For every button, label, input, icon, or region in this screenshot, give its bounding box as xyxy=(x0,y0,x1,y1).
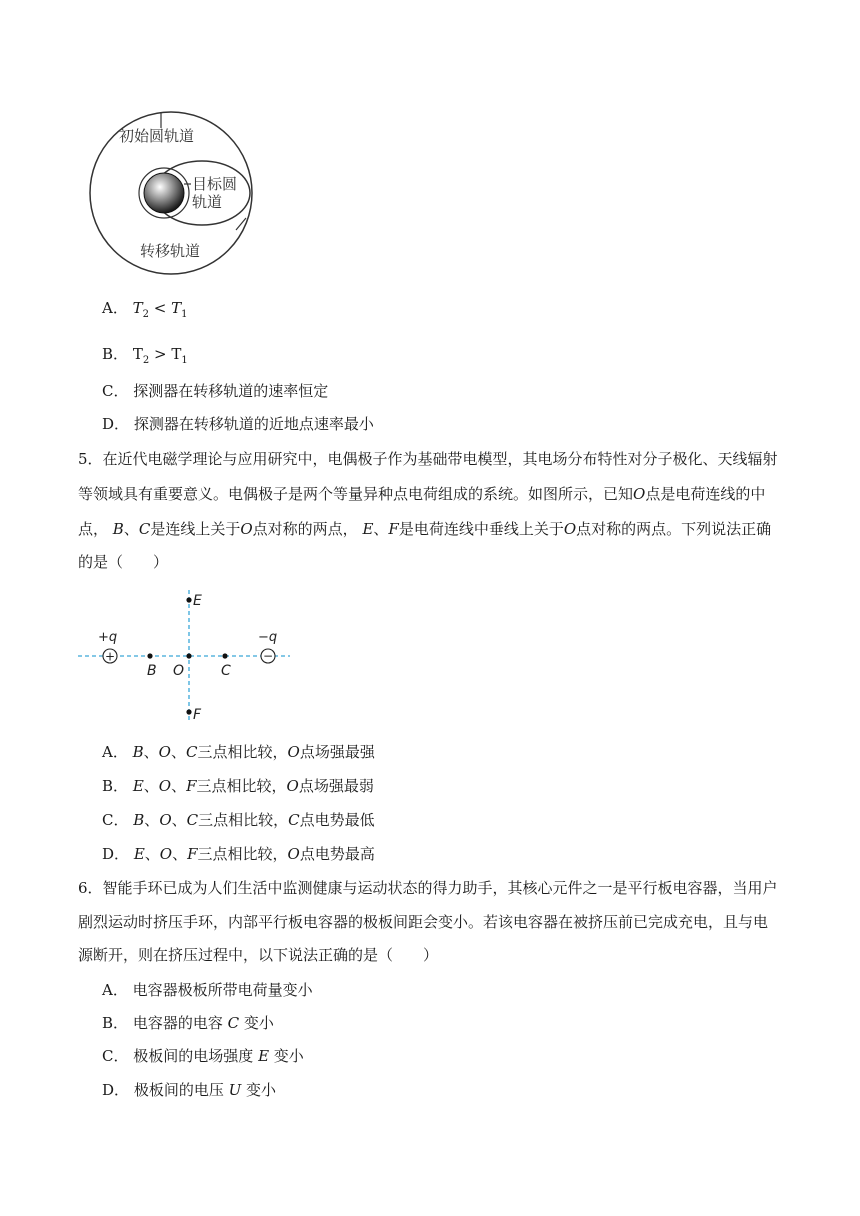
dipole-figure xyxy=(78,588,292,724)
label-B: B xyxy=(147,663,157,679)
q5-stem-line-2: 等领域具有重要意义。电偶极子是两个等量异种点电荷组成的系统。如图所示，已知O点是电荷连线的中 xyxy=(78,485,766,503)
q6-stem-line-3: 源断开，则在挤压过程中，以下说法正确的是（ ） xyxy=(78,946,439,964)
label-C: C xyxy=(221,663,231,679)
point-F xyxy=(186,709,191,714)
q5-stem-line-3: 点， B、C是连线上关于O点对称的两点， E、F是电荷连线中垂线上关于O点对称的两点。下列说法正确 xyxy=(78,520,772,538)
q4-option-d[interactable] xyxy=(102,414,374,434)
q5-option-d[interactable]: D． E、O、F三点相比较，O点电势最高 xyxy=(102,845,375,863)
label-minus-q: −q xyxy=(258,630,278,645)
q5-number: 5． xyxy=(78,450,103,468)
q6-stem-line-2: 剧烈运动时挤压手环，内部平行板电容器的极板间距会变小。若该电容器在被挤压前已完成充电，且与电 xyxy=(78,913,769,931)
option-key: C． xyxy=(102,1047,129,1065)
svg-text:−: − xyxy=(262,649,274,663)
q4-option-a[interactable]: A． $T_2 < T_1$ xyxy=(102,299,188,320)
option-key: C． xyxy=(102,382,129,400)
label-E: E xyxy=(193,593,202,609)
q5-option-b[interactable]: B． E、O、F三点相比较，O点场强最弱 xyxy=(102,777,374,795)
label-plus-q: +q xyxy=(98,630,118,645)
q4-option-c[interactable] xyxy=(102,381,328,401)
option-key: C． xyxy=(102,811,129,829)
option-text: 探测器在转移轨道的近地点速率最小 xyxy=(133,415,374,433)
q5-stem-line-4: 的是（ ） xyxy=(78,553,169,571)
earth-icon xyxy=(144,173,184,213)
q6-option-c[interactable]: C． 极板间的电场强度 E 变小 xyxy=(102,1047,304,1065)
transfer-orbit-label: 转移轨道 xyxy=(140,242,201,260)
q6-number: 6． xyxy=(78,879,103,897)
option-key: D． xyxy=(102,1081,130,1099)
option-key: B． xyxy=(102,1014,129,1032)
q6-option-a[interactable] xyxy=(102,980,313,1000)
point-O xyxy=(186,653,191,658)
option-key: A． xyxy=(102,299,128,317)
target-orbit-label-2: 轨道 xyxy=(192,193,223,211)
option-key: A． xyxy=(102,743,128,761)
option-key: D． xyxy=(102,415,130,433)
orbit-figure xyxy=(78,108,264,278)
q6-stem-line-1: 6．智能手环已成为人们生活中监测健康与运动状态的得力助手，其核心元件之一是平行板电容器，当用户 xyxy=(78,879,778,897)
q5-option-a[interactable]: A． B、O、C三点相比较，O点场强最强 xyxy=(102,743,375,761)
option-text: 电容器极板所带电荷量变小 xyxy=(132,981,313,999)
q5-stem-line-1: 5．在近代电磁学理论与应用研究中，电偶极子作为基础带电模型，其电场分布特性对分子极化、天线辐射 xyxy=(78,450,778,468)
q6-option-b[interactable]: B． 电容器的电容 C 变小 xyxy=(102,1014,274,1032)
option-key: B． xyxy=(102,345,129,363)
option-text: 探测器在转移轨道的速率恒定 xyxy=(133,382,329,400)
q6-option-d[interactable]: D． 极板间的电压 U 变小 xyxy=(102,1081,277,1099)
option-key: A． xyxy=(102,981,128,999)
point-B xyxy=(147,653,152,658)
outer-orbit-label: 初始圆轨道 xyxy=(119,127,195,145)
q5-option-c[interactable]: C． B、O、C三点相比较，C点电势最低 xyxy=(102,811,375,829)
option-key: B． xyxy=(102,777,129,795)
label-F: F xyxy=(193,707,202,723)
target-orbit-label-1: 目标圆 xyxy=(192,175,238,193)
svg-text:+: + xyxy=(104,649,116,664)
point-C xyxy=(222,653,227,658)
q4-option-b[interactable]: B． $T_2 > T_1$ xyxy=(102,345,188,366)
label-O: O xyxy=(173,663,185,679)
point-E xyxy=(186,597,191,602)
option-key: D． xyxy=(102,845,130,863)
